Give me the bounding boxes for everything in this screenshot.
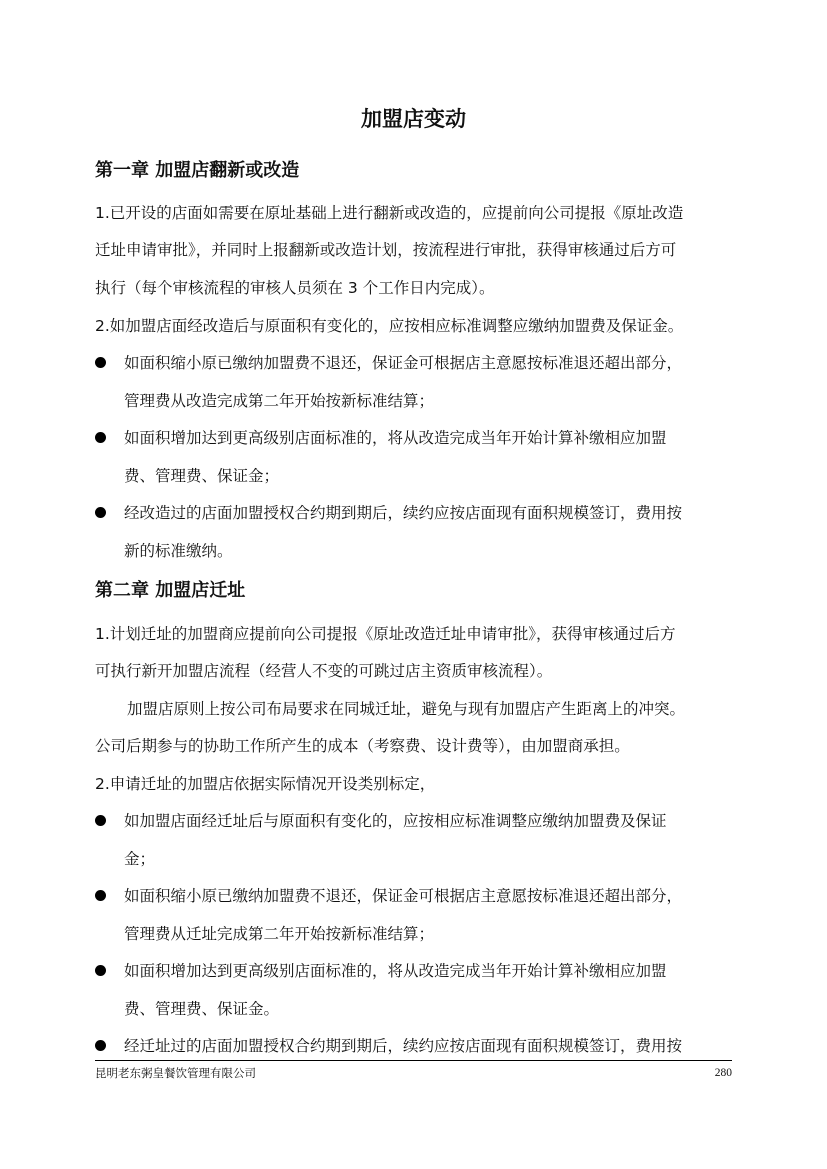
footer-divider [95,1060,732,1061]
list-item: 如面积缩小原已缴纳加盟费不退还，保证金可根据店主意愿按标准退还超出部分， [124,887,683,905]
paragraph-line: 公司后期参与的协助工作所产生的成本（考察费、设计费等），由加盟商承担。 [95,737,630,755]
paragraph-line: 迁址申请审批》，并同时上报翻新或改造计划，按流程进行审批，获得审核通过后方可 [95,241,677,259]
paragraph-line: 可执行新开加盟店流程（经营人不变的可跳过店主资质审核流程）。 [95,662,553,680]
list-item-continuation: 管理费从迁址完成第二年开始按新标准结算； [124,925,435,943]
paragraph-line: 2.申请迁址的加盟店依据实际情况开设类别标定， [95,775,436,793]
paragraph-line: 执行（每个审核流程的审核人员须在 3 个工作日内完成）。 [95,279,495,297]
list-item: 如面积增加达到更高级别店面标准的，将从改造完成当年开始计算补缴相应加盟 [124,429,667,447]
list-item-continuation: 新的标准缴纳。 [124,542,233,560]
list-item: 经改造过的店面加盟授权合约期到期后，续约应按店面现有面积规模签订，费用按 [124,504,683,522]
list-item: 如加盟店面经迁址后与原面积有变化的，应按相应标准调整应缴纳加盟费及保证 [124,812,667,830]
bullet-icon [95,965,106,976]
page-number: 280 [714,1067,732,1079]
list-item-continuation: 费、管理费、保证金； [124,467,280,485]
bullet-icon [95,815,106,826]
bullet-icon [95,1040,106,1051]
list-item-continuation: 管理费从改造完成第二年开始按新标准结算； [124,392,435,410]
paragraph-line: 1.已开设的店面如需要在原址基础上进行翻新或改造的，应提前向公司提报《原址改造 [95,204,684,222]
bullet-icon [95,890,106,901]
list-item-continuation: 金； [124,850,156,868]
paragraph-line: 1.计划迁址的加盟商应提前向公司提报《原址改造迁址申请审批》，获得审核通过后方 [95,625,676,643]
list-item: 经迁址过的店面加盟授权合约期到期后，续约应按店面现有面积规模签订，费用按 [124,1037,683,1055]
paragraph-line: 加盟店原则上按公司布局要求在同城迁址，避免与现有加盟店产生距离上的冲突。 [127,700,686,718]
list-item-continuation: 费、管理费、保证金。 [124,1000,280,1018]
list-item: 如面积缩小原已缴纳加盟费不退还，保证金可根据店主意愿按标准退还超出部分， [124,354,683,372]
bullet-icon [95,432,106,443]
paragraph-line: 2.如加盟店面经改造后与原面积有变化的，应按相应标准调整应缴纳加盟费及保证金。 [95,317,684,335]
footer-company: 昆明老东粥皇餐饮管理有限公司 [95,1066,256,1080]
page-title: 加盟店变动 [361,107,466,131]
bullet-icon [95,507,106,518]
list-item: 如面积增加达到更高级别店面标准的，将从改造完成当年开始计算补缴相应加盟 [124,962,667,980]
chapter-2-heading: 第二章 加盟店迁址 [95,580,246,601]
chapter-1-heading: 第一章 加盟店翻新或改造 [95,160,300,181]
bullet-icon [95,357,106,368]
